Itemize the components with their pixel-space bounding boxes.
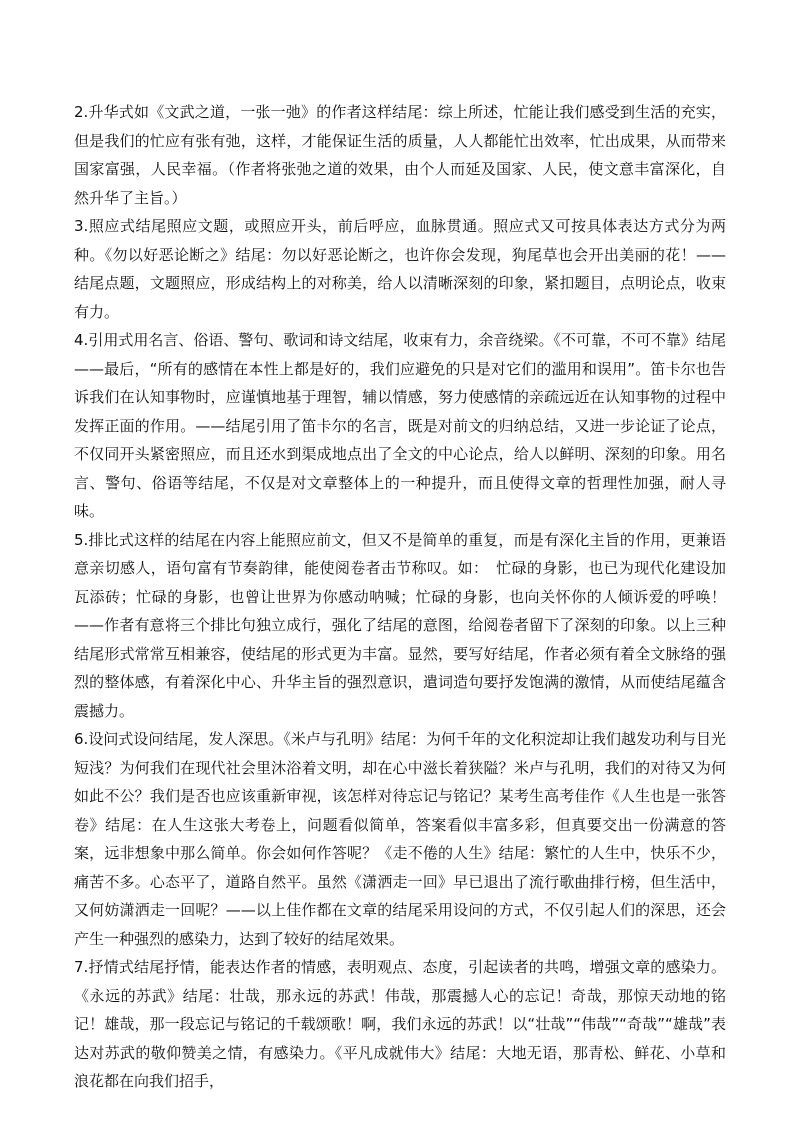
paragraph-sublimation: 2.升华式如《文武之道，一张一弛》的作者这样结尾：综上所述，忙能让我们感受到生活的充实，但是我们的忙应有张有弛，这样，才能保证生活的质量，人人都能忙出效率，忙出成果，从而带来国家富强，人民幸福。（作者将张弛之道的效果，由个人而延及国家、人民，使文意丰富深化，自然升华了主旨。） <box>74 103 726 207</box>
paragraph-lyrical: 7.抒情式结尾抒情，能表达作者的情感，表明观点、态度，引起读者的共鸣，增强文章的感染力。《永远的苏武》结尾：壮哉，那永远的苏武！伟哉，那震撼人心的忘记！奇哉，那惊天动地的铭记！雄哉，那一段忘记与铭记的千载颂歌！啊，我们永远的苏武！以“壮哉”“伟哉”“奇哉”“雄哉”表达对苏武的敬仰赞美之情，有感染力。《平凡成就伟大》结尾：大地无语，那青松、鲜花、小草和浪花都在向我们招手， <box>74 958 726 1090</box>
paragraph-quotation: 4.引用式用名言、俗语、警句、歌词和诗文结尾，收束有力，余音绕梁。《不可靠，不可不靠》结尾——最后，“所有的感情在本性上都是好的，我们应避免的只是对它们的滥用和误用”。笛卡尔也告诉我们在认知事物时，应谨慎地基于理智，辅以情感，努力使感情的亲疏远近在认知事物的过程中发挥正面的作用。——结尾引用了笛卡尔的名言，既是对前文的归纳总结，又进一步论证了论点，不仅同开头紧密照应，而且还水到渠成地点出了全文的中心论点，给人以鲜明、深刻的印象。用名言、警句、俗语等结尾，不仅是对文章整体上的一种提升，而且使得文章的哲理性加强，耐人寻味。 <box>74 331 726 520</box>
paragraph-parallelism: 5.排比式这样的结尾在内容上能照应前文，但又不是简单的重复，而是有深化主旨的作用，更兼语意亲切感人，语句富有节奏韵律，能使阅卷者击节称叹。如： 忙碌的身影，也已为现代化建设加瓦添砖；忙碌的身影，也曾让世界为你感动呐喊；忙碌的身影，也向关怀你的人倾诉爱的呼唤！——作者有意将三个排比句独立成行，强化了结尾的意图，给阅卷者留下了深刻的印象。以上三种结尾形式常常互相兼容，使结尾的形式更为丰富。显然，要写好结尾，作者必须有着全文脉络的强烈的整体感，有着深化中心、升华主旨的强烈意识，遣词造句要抒发饱满的激情，从而使结尾蕴含震撼力。 <box>74 530 726 720</box>
paragraph-rhetorical-question: 6.设问式设问结尾，发人深思。《米卢与孔明》结尾：为何千年的文化积淀却让我们越发功利与目光短浅？为何我们在现代社会里沐浴着文明，却在心中滋长着狭隘？米卢与孔明，我们的对待又为何如此不公？我们是否也应该重新审视，该怎样对待忘记与铭记？某考生高考佳作《人生也是一张答卷》结尾：在人生这张大考卷上，问题看似简单，答案看似丰富多彩，但真要交出一份满意的答案，远非想象中那么简单。你会如何作答呢？《走不倦的人生》结尾：繁忙的人生中，快乐不少，痛苦不多。心态平了，道路自然平。虽然《潇洒走一回》早已退出了流行歌曲排行榜，但生活中，又何妨潇洒走一回呢？——以上佳作都在文章的结尾采用设问的方式，不仅引起人们的深思，还会产生一种强烈的感染力，达到了较好的结尾效果。 <box>74 730 726 948</box>
paragraph-echo: 3.照应式结尾照应文题，或照应开头，前后呼应，血脉贯通。照应式又可按具体表达方式分为两种。《勿以好恶论断之》结尾：勿以好恶论断之，也许你会发现，狗尾草也会开出美丽的花！——结尾点题，文题照应，形成结构上的对称美，给人以清晰深刻的印象，紧扣题目，点明论点，收束有力。 <box>74 217 726 321</box>
document-body <box>74 98 726 1096</box>
